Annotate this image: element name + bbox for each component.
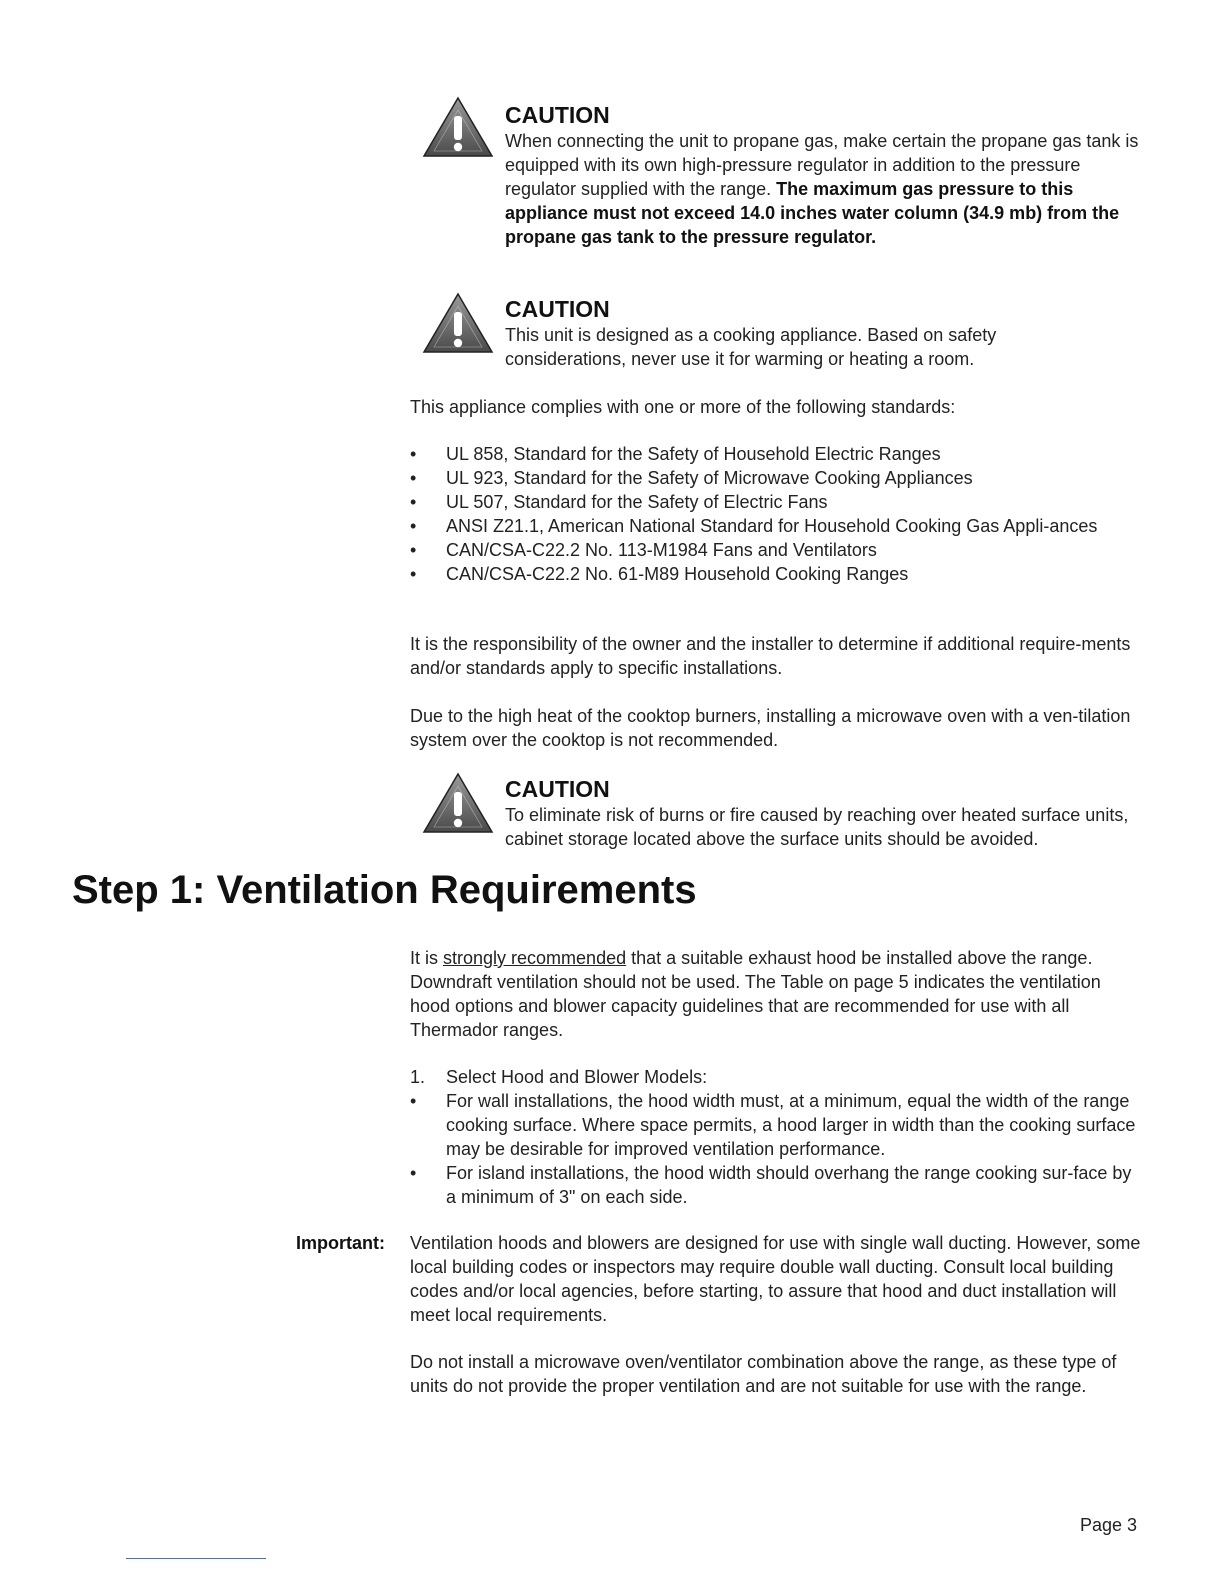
strongly-recommended-text: strongly recommended — [443, 948, 627, 968]
caution-2-title: CAUTION — [505, 296, 610, 322]
caution-1-text-normal: When connecting the unit to propane gas, make certain the propane gas tank is equipped with its own high-pressure regulator in addition to the pressure regulator supplied with the range. — [505, 131, 1139, 199]
standards-list — [410, 442, 1110, 586]
responsibility-paragraph: It is the responsibility of the owner and the installer to determine if additional require-ments and/or standards apply to specific installations. — [410, 634, 1131, 678]
heat-note-paragraph: Due to the high heat of the cooktop burners, installing a microwave oven with a ven-tilation system over the cooktop is not recommended. — [410, 706, 1131, 750]
standards-intro: This appliance complies with one or more of the following standards: — [410, 397, 956, 417]
list-item: • For island installations, the hood width should overhang the range cooking sur-face by a minimum of 3" on each side. — [410, 1163, 1132, 1207]
page-number: Page 3 — [1080, 1515, 1138, 1535]
warning-triangle-icon — [422, 292, 494, 354]
caution-1-text-bold: The maximum gas pressure to this appliance must not exceed 14.0 inches water column (34.9 mb) from the propane gas tank to the pressure regulator. — [505, 179, 1120, 247]
hood-bullets-list — [410, 1089, 1145, 1209]
list-item: • CAN/CSA-C22.2 No. 61-M89 Household Cooking Ranges — [410, 564, 909, 584]
caution-3-text: To eliminate risk of burns or fire caused by reaching over heated surface units, cabinet storage located above the surface units should be avoided. — [505, 805, 1129, 849]
microwave-note-paragraph: Do not install a microwave oven/ventilator combination above the range, as these type of units do not provide the proper ventilation and are not suitable for use with the range. — [410, 1352, 1117, 1396]
footer-divider — [126, 1558, 266, 1559]
warning-triangle-icon — [422, 96, 494, 158]
warning-triangle-icon — [422, 772, 494, 834]
numbered-item-1-text: Select Hood and Blower Models: — [446, 1067, 708, 1087]
important-label: Important: — [296, 1233, 385, 1253]
caution-1-title: CAUTION — [505, 102, 610, 128]
list-item: • For wall installations, the hood width must, at a minimum, equal the width of the range cooking surface. Where space permits, a hood larger in width than the cooking surface may be desirable for improved ventilation performance. — [410, 1091, 1136, 1159]
caution-3-title: CAUTION — [505, 776, 610, 802]
list-item: • UL 923, Standard for the Safety of Microwave Cooking Appliances — [410, 468, 973, 488]
step-1-heading: Step 1: Ventilation Requirements — [72, 868, 697, 912]
intro-paragraph: It is strongly recommended that a suitable exhaust hood be installed above the range. Downdraft ventilation should not be used. The Table on page 5 indicates the ventilation hood options and blower capacity guidelines that are recommended for use with all Thermador ranges. — [410, 948, 1101, 1040]
list-item: • UL 507, Standard for the Safety of Electric Fans — [410, 492, 828, 512]
caution-1-text — [505, 129, 1145, 249]
numbered-item-1-number: 1. — [410, 1067, 426, 1087]
caution-2-text: This unit is designed as a cooking appliance. Based on safety considerations, never use it for warming or heating a room. — [505, 325, 997, 369]
list-item: • ANSI Z21.1, American National Standard for Household Cooking Gas Appli-ances — [410, 516, 1098, 536]
list-item: • CAN/CSA-C22.2 No. 113-M1984 Fans and Ventilators — [410, 540, 877, 560]
list-item: • UL 858, Standard for the Safety of Household Electric Ranges — [410, 444, 941, 464]
important-text: Ventilation hoods and blowers are designed for use with single wall ducting. However, some local building codes or inspectors may require double wall ducting. Consult local building codes and/or local agencies, before starting, to assure that hood and duct installation will meet local requirements. — [410, 1233, 1141, 1325]
